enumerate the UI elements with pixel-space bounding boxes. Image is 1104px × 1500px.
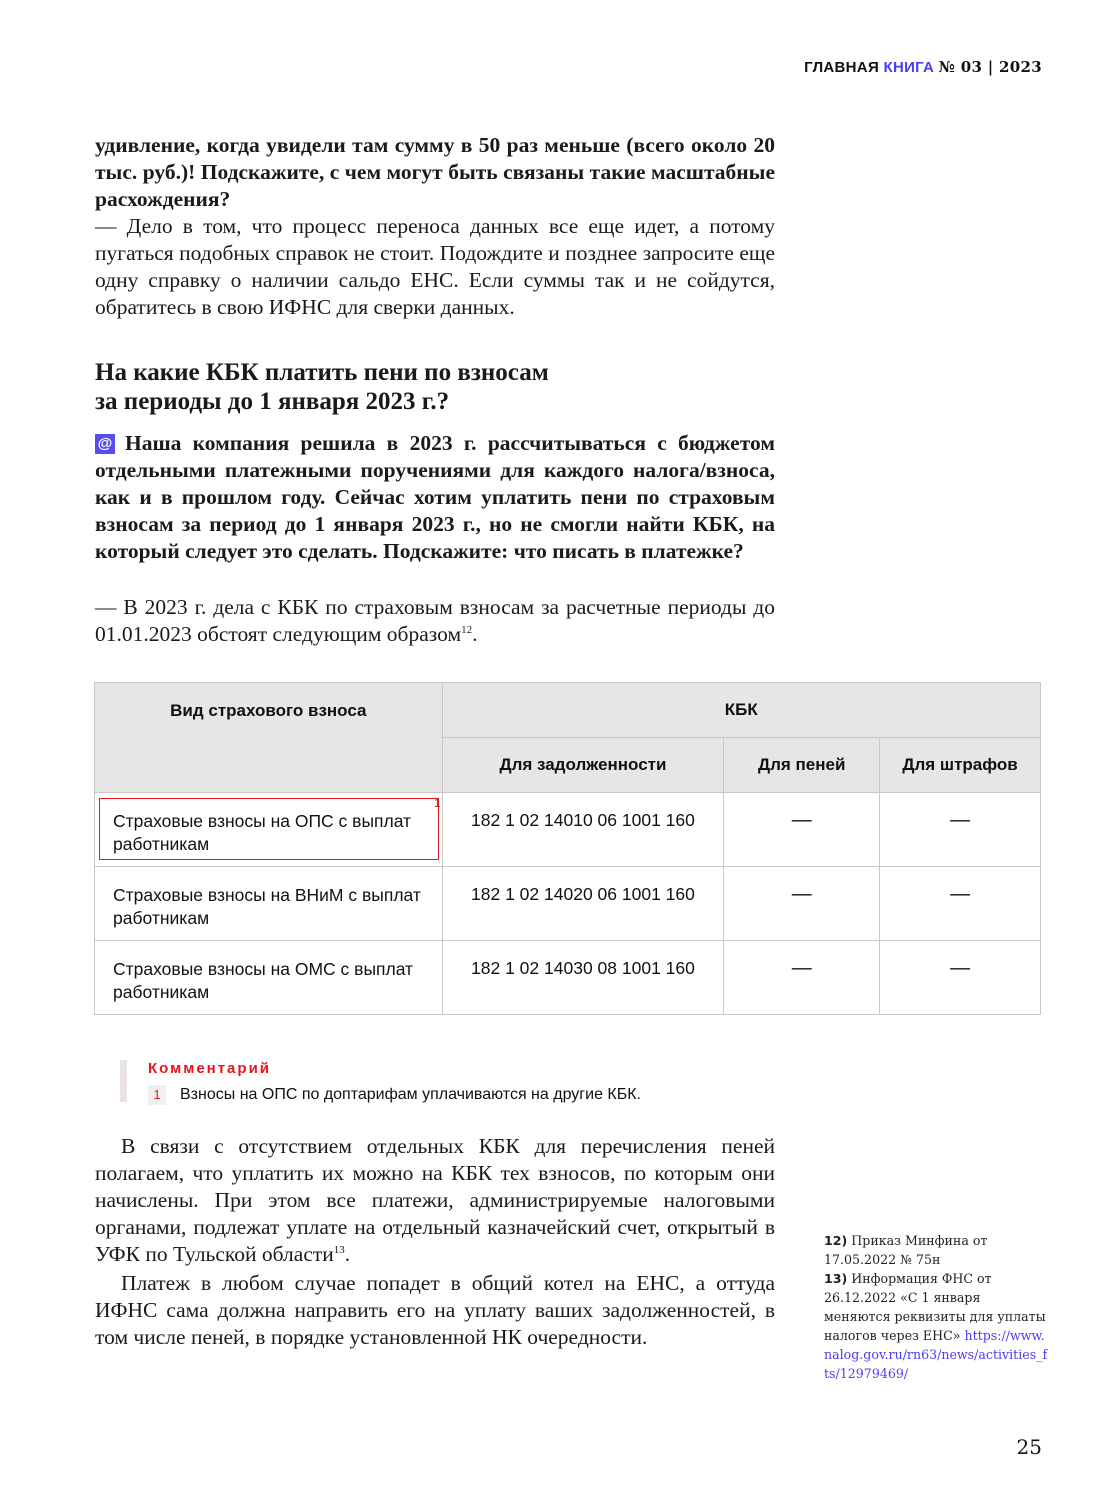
body-paragraph-1 [95, 1133, 775, 1268]
contribution-type: Страховые взносы на ОПС с выплат работникам [113, 811, 412, 854]
header-debt: Для задолженности [442, 738, 724, 793]
table-row [95, 867, 1041, 941]
kbk-table [94, 682, 1041, 1015]
expert-answer [95, 594, 775, 648]
footnotes [824, 1231, 1049, 1383]
section-title [95, 358, 775, 416]
footnote-12 [824, 1231, 1049, 1269]
comment-bar [120, 1060, 127, 1102]
kbk-fine: — [880, 793, 1041, 867]
comment-number: 1 [148, 1085, 166, 1105]
footnote-ref-12[interactable]: 12 [461, 624, 473, 636]
contribution-type-cell [95, 867, 443, 941]
paragraph-end: . [344, 1242, 351, 1266]
footnote-number: 13) [824, 1271, 848, 1286]
brand-name-part1: ГЛАВНАЯ [804, 59, 880, 76]
contribution-type-cell [95, 941, 443, 1015]
kbk-debt: 182 1 02 14020 06 1001 160 [442, 867, 724, 941]
comment-text: Взносы на ОПС по доптарифам уплачиваются на другие КБК. [180, 1086, 641, 1103]
issue-number: № 03 | 2023 [938, 58, 1042, 76]
section-title-line2: за периоды до 1 января 2023 г.? [95, 388, 450, 415]
footnote-ref-13[interactable]: 13 [333, 1244, 345, 1256]
comment-title: Комментарий [148, 1060, 272, 1077]
header-penalty: Для пеней [724, 738, 880, 793]
kbk-penalty: — [724, 867, 880, 941]
table-row [95, 941, 1041, 1015]
table-row [95, 793, 1041, 867]
contribution-type: Страховые взносы на ВНиМ с выплат работникам [113, 885, 421, 928]
comment-ref[interactable]: 1 [433, 796, 441, 810]
kbk-debt: 182 1 02 14030 08 1001 160 [442, 941, 724, 1015]
magazine-header [804, 58, 1042, 76]
answer-text: — В 2023 г. дела с КБК по страховым взносам за расчетные периоды до 01.01.2023 обстоят следующим образом [95, 595, 775, 646]
previous-answer: — Дело в том, что процесс переноса данных все еще идет, а потому пугаться подобных справок не стоит. Подождите и позднее запросите еще одну справку о наличии сальдо ЕНС. Если суммы так и не сойдутся, обратитесь в свою ИФНС для сверки данных. [95, 214, 775, 319]
reader-question [95, 430, 775, 565]
kbk-debt: 182 1 02 14010 06 1001 160 [442, 793, 724, 867]
footnote-text: Информация ФНС от 26.12.2022 «С 1 января меняются реквизиты для уплаты налогов через ЕНС» [824, 1271, 1046, 1343]
footnote-13 [824, 1269, 1049, 1383]
header-kbk: КБК [442, 683, 1040, 738]
paragraph-text: В связи с отсутствием отдельных КБК для перечисления пеней полагаем, что уплатить их можно на КБК тех взносов, по которым они начислены. При этом все платежи, администрируемые налоговыми органами, подлежат уплате на отдельный казначейский счет, открытый в УФК по Тульской области [95, 1134, 775, 1266]
contribution-type-cell[interactable] [95, 793, 443, 867]
footnote-text: Приказ Минфина от 17.05.2022 № 75н [824, 1233, 988, 1267]
answer-end: . [472, 622, 478, 646]
brand-name-part2: КНИГА [883, 59, 935, 76]
kbk-penalty: — [724, 941, 880, 1015]
header-fine: Для штрафов [880, 738, 1041, 793]
contribution-type: Страховые взносы на ОМС с выплат работникам [113, 959, 414, 1002]
at-icon: @ [95, 434, 115, 454]
previous-question-tail: удивление, когда увидели там сумму в 50 раз меньше (всего около 20 тыс. руб.)! Подскажите, с чем могут быть связаны такие масштабные расхождения? [95, 133, 775, 211]
kbk-fine: — [880, 941, 1041, 1015]
body-paragraph-2: Платеж в любом случае попадет в общий котел на ЕНС, а оттуда ИФНС сама должна направить его на уплату ваших задолженностей, в том числе пеней, в порядке установленной НК очередности. [95, 1271, 775, 1349]
kbk-penalty: — [724, 793, 880, 867]
section-title-line1: На какие КБК платить пени по взносам [95, 359, 549, 386]
page-number: 25 [1016, 1435, 1042, 1459]
question-text: Наша компания решила в 2023 г. рассчитываться с бюджетом отдельными платежными поручениями для каждого налога/взноса, как и в прошлом году. Сейчас хотим уплатить пени по страховым взносам за период до 1 января 2023 г., но не смогли найти КБК, на который следует это сделать. Подскажите: что писать в платежке? [95, 431, 775, 563]
footnote-number: 12) [824, 1233, 848, 1248]
kbk-fine: — [880, 867, 1041, 941]
header-contribution-type: Вид страхового взноса [95, 683, 443, 793]
footnote-link[interactable]: https://www.nalog.gov.ru/rn63/news/activities_fts/12979469/ [824, 1328, 1048, 1381]
